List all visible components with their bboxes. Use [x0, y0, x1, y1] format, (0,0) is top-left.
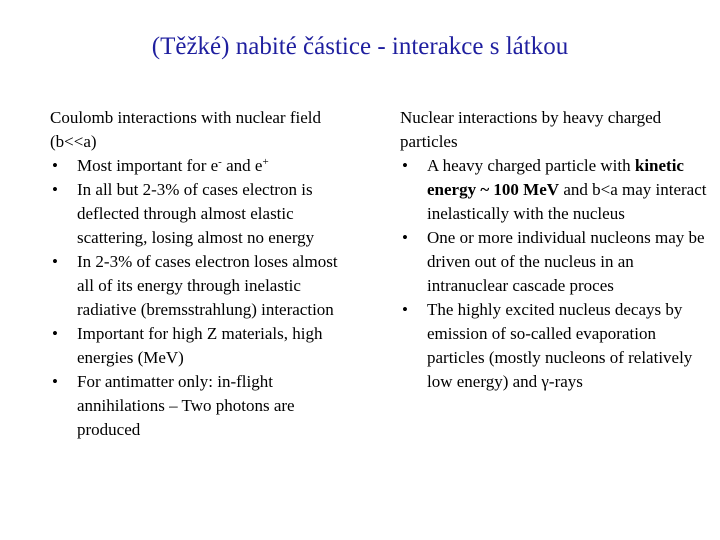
- right-heading: Nuclear interactions by heavy charged particles: [400, 108, 662, 151]
- bullet-icon: •: [402, 156, 408, 175]
- electron-minus-sup: -: [218, 156, 222, 168]
- positron-plus-sup: +: [262, 156, 269, 168]
- left-bullet-1-mid: and e: [221, 156, 263, 175]
- bullet-icon: •: [52, 156, 58, 175]
- left-column: [50, 106, 345, 442]
- kinetic-energy-bold: kinetic energy ~ 100 MeV: [427, 156, 684, 199]
- left-bullet-list: [50, 154, 345, 442]
- left-bullet-4-text: Important for high Z materials, high energies (MeV): [77, 324, 323, 367]
- bullet-icon: •: [52, 180, 58, 199]
- left-bullet-1: [50, 154, 345, 178]
- left-bullet-3: [50, 250, 345, 322]
- right-column: [400, 106, 710, 394]
- bullet-icon: •: [52, 372, 58, 391]
- right-bullet-2-text: One or more individual nucleons may be driven out of the nucleus in an intranuclear cascade proces: [427, 228, 705, 295]
- right-bullet-2: [400, 226, 710, 298]
- left-bullet-5-text: For antimatter only: in-flight annihilations – Two photons are produced: [77, 372, 295, 439]
- bullet-icon: •: [52, 324, 58, 343]
- right-bullet-3-text: The highly excited nucleus decays by emission of so-called evaporation particles (mostly nucleons of relatively low energy) and γ-rays: [427, 300, 693, 391]
- left-heading: Coulomb interactions with nuclear field (b<<a): [50, 108, 321, 151]
- right-bullet-3: [400, 298, 710, 394]
- bullet-icon: •: [402, 228, 408, 247]
- right-bullet-1: [400, 154, 710, 226]
- right-bullet-list: [400, 154, 710, 394]
- right-bullet-1-text: A heavy charged particle with: [427, 156, 635, 175]
- bullet-icon: •: [402, 300, 408, 319]
- left-bullet-4: [50, 322, 345, 370]
- slide-title: (Těžké) nabité částice - interakce s látkou: [151, 33, 569, 60]
- left-bullet-2-text: In all but 2-3% of cases electron is deflected through almost elastic scattering, losing almost no energy: [77, 180, 315, 247]
- left-bullet-1-text: Most important for e: [77, 156, 219, 175]
- left-bullet-2: [50, 178, 345, 250]
- left-bullet-3-text: In 2-3% of cases electron loses almost all of its energy through inelastic radiative (bremsstrahlung) interaction: [77, 252, 338, 319]
- left-bullet-5: [50, 370, 345, 442]
- right-bullet-1-post: and b<a may interact inelastically with the nucleus: [427, 180, 707, 223]
- bullet-icon: •: [52, 252, 58, 271]
